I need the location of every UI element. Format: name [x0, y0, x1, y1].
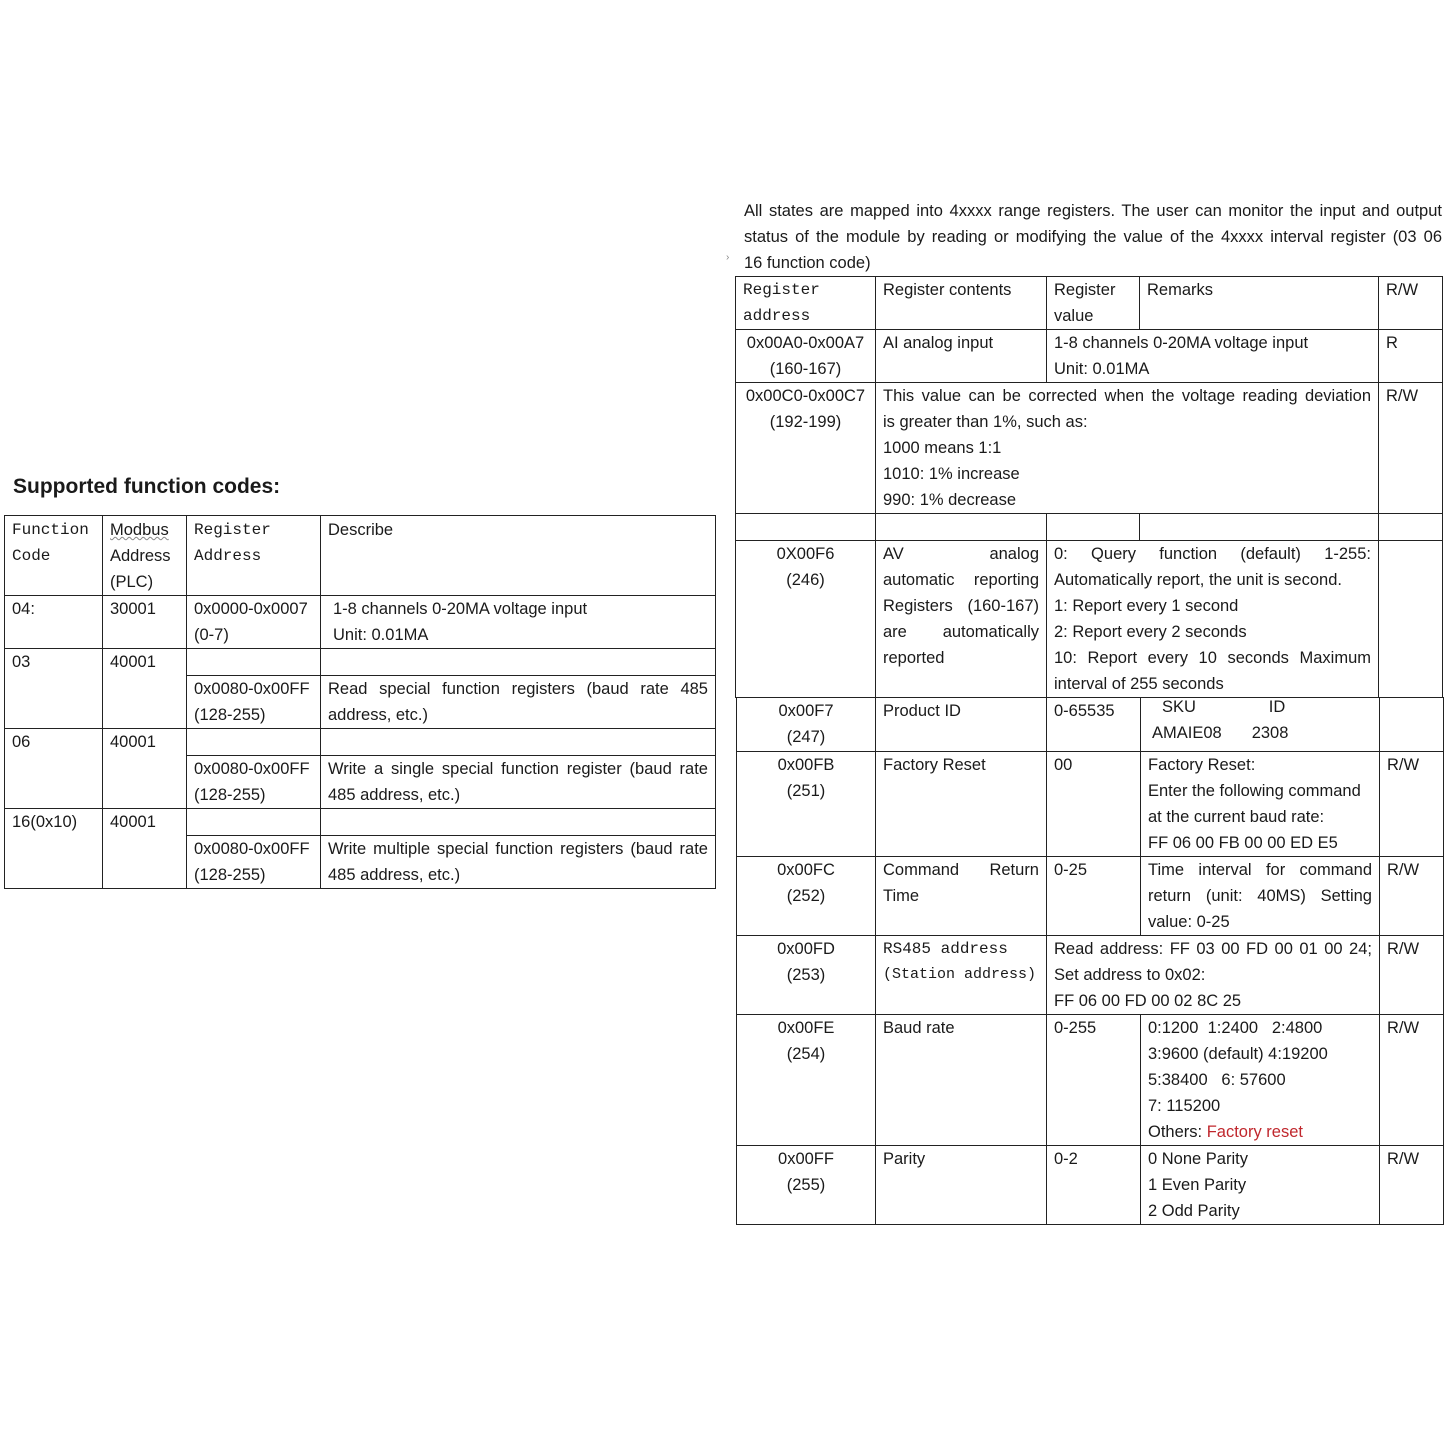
- cell-empty: [187, 809, 321, 836]
- table-row: [737, 1015, 1444, 1146]
- cell-address: 40001: [103, 729, 187, 809]
- cell-describe: 1-8 channels 0-20MA voltage input Unit: 0.01MA: [321, 596, 716, 649]
- cell-register-address: 0x00FB (251): [737, 752, 876, 857]
- cell-rw: R/W: [1380, 752, 1444, 857]
- cell-contents: RS485 address (Station address): [876, 936, 1047, 1015]
- table-row: [5, 809, 716, 836]
- cell-register: 0x0080-0x00FF (128-255): [187, 676, 321, 729]
- intro-line-1: All states are mapped into 4xxxx range registers. The user can monitor the input and output: [744, 202, 1442, 220]
- table-row: [5, 596, 716, 649]
- cell-rw: R/W: [1380, 1015, 1444, 1146]
- cell-empty: [187, 649, 321, 676]
- cell-describe: Read special function registers (baud rate 485 address, etc.): [321, 676, 716, 729]
- cell-register-address: 0x00FF (255): [737, 1146, 876, 1225]
- header-register-contents: Register contents: [876, 277, 1047, 330]
- table-row-empty: [736, 514, 1443, 541]
- table-header-row: [5, 516, 716, 596]
- cell-rw: R/W: [1380, 857, 1444, 936]
- cell-remarks: 0 None Parity 1 Even Parity 2 Odd Parity: [1141, 1146, 1380, 1225]
- cell-contents: Parity: [876, 1146, 1047, 1225]
- header-register-value: Register value: [1047, 277, 1140, 330]
- cell-contents: AV analog automatic reporting Registers (160-167) are automatically reported: [876, 541, 1047, 698]
- table-row: [737, 936, 1444, 1015]
- intro-line-2: status of the module by reading or modifying the value of the 4xxxx interval register (03 06: [744, 228, 1442, 246]
- cell-register-address: 0x00FE (254): [737, 1015, 876, 1146]
- cell-register-address: 0x00C0-0x00C7 (192-199): [736, 383, 876, 514]
- table-row: [5, 649, 716, 676]
- cell-address: 30001: [103, 596, 187, 649]
- function-codes-heading: Supported function codes:: [13, 475, 281, 498]
- table-row: [736, 330, 1443, 383]
- cell-register-address: 0x00FD (253): [737, 936, 876, 1015]
- header-modbus-address: Modbus Address (PLC): [103, 516, 187, 596]
- cell-rw: [1379, 541, 1443, 698]
- cell-register-address: 0x00F7 (247): [737, 698, 876, 752]
- cell-empty: [321, 649, 716, 676]
- cell-value: 00: [1047, 752, 1141, 857]
- cell-register-address: 0x00A0-0x00A7 (160-167): [736, 330, 876, 383]
- cell-code: 06: [5, 729, 103, 809]
- cell-register: 0x0080-0x00FF (128-255): [187, 836, 321, 889]
- cell-address: 40001: [103, 649, 187, 729]
- cell-remarks: 0:1200 1:2400 2:4800 3:9600 (default) 4:19200 5:38400 6: 57600 7: 115200 Others: Factory reset: [1141, 1015, 1380, 1146]
- header-rw: R/W: [1379, 277, 1443, 330]
- cell-register: 0x0000-0x0007 (0-7): [187, 596, 321, 649]
- cell-value: Read address: FF 03 00 FD 00 01 00 24; Set address to 0x02: FF 06 00 FD 00 02 8C 25: [1047, 936, 1380, 1015]
- cell-empty: [187, 729, 321, 756]
- cell-contents: AI analog input: [876, 330, 1047, 383]
- intro-line-3: 16 function code): [744, 254, 871, 272]
- cell-remarks: Factory Reset: Enter the following command at the current baud rate: FF 06 00 FB 00 00 ED E5: [1141, 752, 1380, 857]
- cell-empty: [321, 729, 716, 756]
- header-register-address: Register address: [736, 277, 876, 330]
- table-row: [736, 383, 1443, 514]
- cell-register-address: 0x00FC (252): [737, 857, 876, 936]
- cell-value: 0-65535: [1047, 698, 1141, 752]
- cell-remarks: SKU ID AMAIE08 2308: [1141, 698, 1380, 752]
- header-function-code: Function Code: [5, 516, 103, 596]
- cell-value: 0: Query function (default) 1-255: Automatically report, the unit is second. 1: Report every 1 second 2: Report every 2 seconds 10: Report every 10 seconds Maximum interval of 255 seconds: [1047, 541, 1379, 698]
- cell-contents: Product ID: [876, 698, 1047, 752]
- cell-contents: This value can be corrected when the voltage reading deviation is greater than 1%, such as: 1000 means 1:1 1010: 1% increase 990: 1% decrease: [876, 383, 1379, 514]
- cell-register: 0x0080-0x00FF (128-255): [187, 756, 321, 809]
- paragraph-mark-icon: ›: [726, 252, 730, 263]
- header-register-address: Register Address: [187, 516, 321, 596]
- cell-rw: [1380, 698, 1444, 752]
- register-table-bottom: [736, 697, 1444, 1225]
- cell-address: 40001: [103, 809, 187, 889]
- cell-contents: Factory Reset: [876, 752, 1047, 857]
- cell-rw: R/W: [1379, 383, 1443, 514]
- cell-code: 03: [5, 649, 103, 729]
- table-row: [5, 729, 716, 756]
- table-row: [737, 698, 1444, 752]
- cell-rw: R: [1379, 330, 1443, 383]
- intro-paragraph: [744, 198, 1442, 276]
- cell-value: 0-25: [1047, 857, 1141, 936]
- cell-remarks: Time interval for command return (unit: 40MS) Setting value: 0-25: [1141, 857, 1380, 936]
- factory-reset-note: Factory reset: [1206, 1123, 1303, 1141]
- register-header-row: [736, 277, 1443, 330]
- cell-describe: Write multiple special function registers (baud rate 485 address, etc.): [321, 836, 716, 889]
- cell-value: 0-2: [1047, 1146, 1141, 1225]
- cell-value: 0-255: [1047, 1015, 1141, 1146]
- table-row: [737, 1146, 1444, 1225]
- register-table-top: [735, 276, 1443, 698]
- table-row: [736, 541, 1443, 698]
- table-row: [737, 857, 1444, 936]
- cell-code: 04:: [5, 596, 103, 649]
- cell-describe: Write a single special function register (baud rate 485 address, etc.): [321, 756, 716, 809]
- cell-value: 1-8 channels 0-20MA voltage input Unit: 0.01MA: [1047, 330, 1379, 383]
- cell-empty: [321, 809, 716, 836]
- function-codes-table: [4, 515, 716, 889]
- header-describe: Describe: [321, 516, 716, 596]
- cell-contents: Baud rate: [876, 1015, 1047, 1146]
- table-row: [737, 752, 1444, 857]
- cell-code: 16(0x10): [5, 809, 103, 889]
- header-remarks: Remarks: [1140, 277, 1379, 330]
- cell-rw: R/W: [1380, 1146, 1444, 1225]
- cell-register-address: 0X00F6 (246): [736, 541, 876, 698]
- cell-contents: Command Return Time: [876, 857, 1047, 936]
- cell-rw: R/W: [1380, 936, 1444, 1015]
